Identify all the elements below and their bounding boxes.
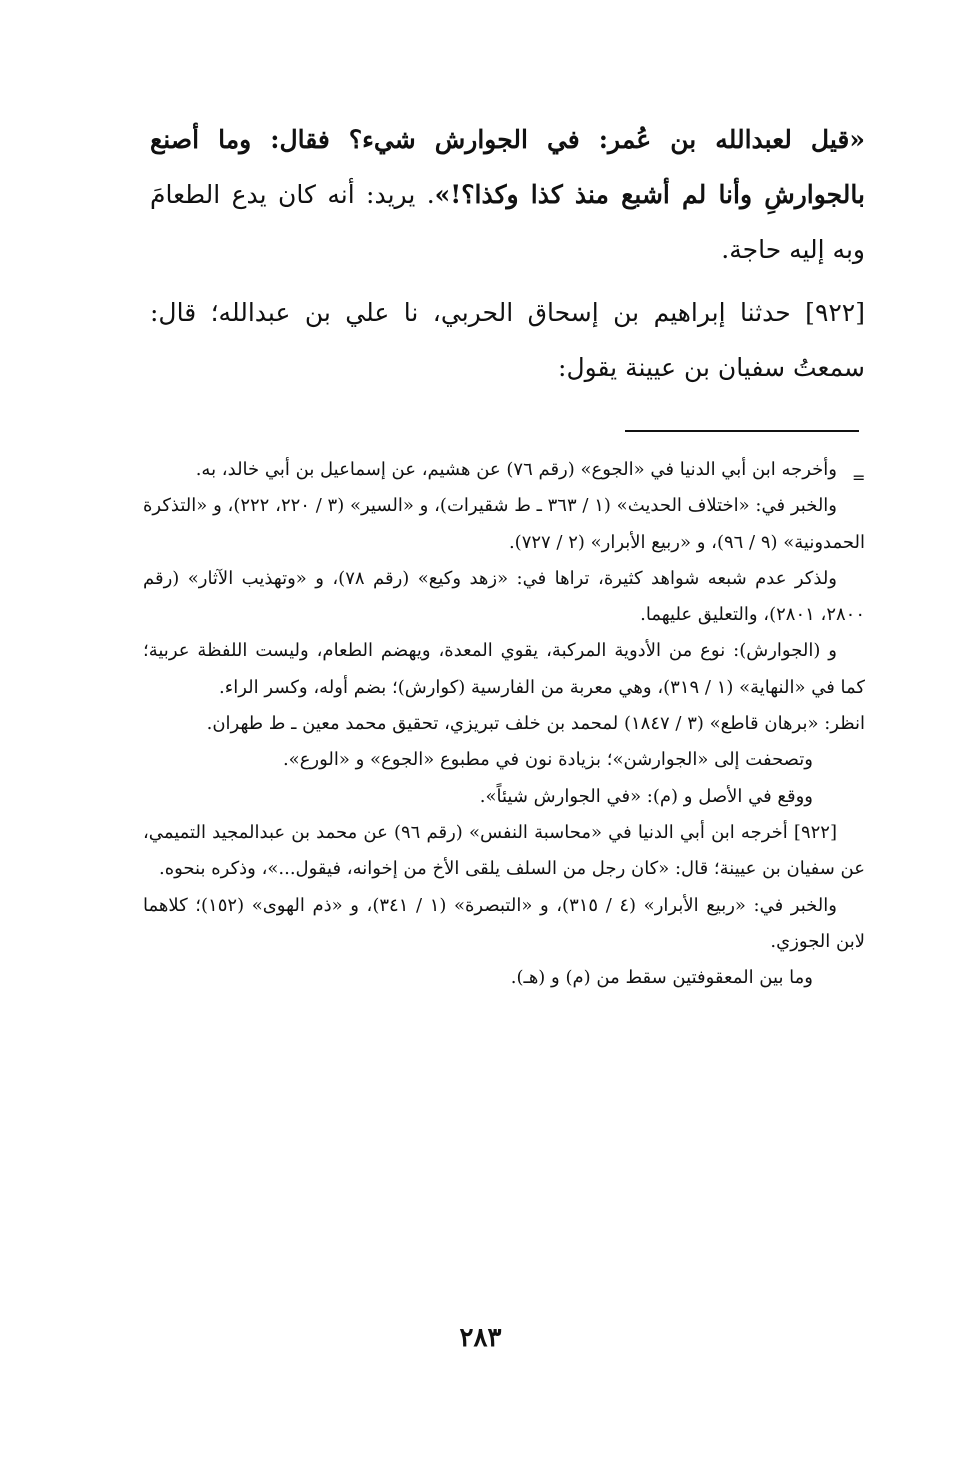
footnote-7: ووقع في الأصل و (م): «في الجوارش شيئاً». (479, 785, 813, 807)
footnote-separator (625, 430, 859, 432)
page-number: ٢٨٣ (459, 1323, 502, 1353)
footnote-4: و (الجوارش): نوع من الأدوية المركبة، يقوي المعدة، ويهضم الطعام، وليست اللفظة عربية؛ كما في «النهاية» (١ / ٣١٩)، وهي معربة من الفارسية (كوارش)؛ بضم أوله، وكسر الراء. (143, 640, 865, 698)
footnote-2: والخبر في: «اختلاف الحديث» (١ / ٣٦٣ ـ ط شقيرات)، و «السير» (٣ / ٢٢٠، ٢٢٢)، و «التذكرة الحمدونية» (٩ / ٩٦)، و «ربيع الأبرار» (٢ / ٧٢٧). (143, 495, 865, 553)
footnotes (143, 452, 865, 996)
footnote-3: ولذكر عدم شبعه شواهد كثيرة، تراها في: «زهد وكيع» (رقم ٧٨)، و «وتهذيب الآثار» (رقم ٢٨٠٠، ٢٨٠١)، والتعليق عليهما. (143, 567, 865, 626)
footnote-10: وما بين المعقوفتين سقط من (م) و (هـ). (510, 967, 813, 989)
footnote-5: انظر: «برهان قاطع» (٣ / ١٨٤٧) لمحمد بن خلف تبريزي، تحقيق محمد معين ـ ط طهران. (206, 713, 865, 735)
footnote-1: وأخرجه ابن أبي الدنيا في «الجوع» (رقم ٧٦) عن هشيم، عن إسماعيل بن أبي خالد، به. (195, 459, 837, 480)
footnote-continuation-mark: = (852, 468, 866, 487)
footnote-6: وتصحفت إلى «الجوارشن»؛ بزيادة نون في مطبوع «الجوع» و «الورع». (282, 749, 813, 771)
main-paragraph-1 (150, 112, 865, 277)
main-paragraph-2: [٩٢٢] حدثنا إبراهيم بن إسحاق الحربي، نا علي بن عبدالله؛ قال: سمعتُ سفيان بن عيينة يقول: (150, 298, 865, 382)
footnote-9: والخبر في: «ربيع الأبرار» (٤ / ٣١٥)، و «التبصرة» (١ / ٣٤١)، و «ذم الهوى» (١٥٢)؛ كلاهما لابن الجوزي. (143, 894, 865, 952)
footnote-8: [٩٢٢] أخرجه ابن أبي الدنيا في «محاسبة النفس» (رقم ٩٦) عن محمد بن عبدالمجيد التميمي، عن سفيان بن عيينة؛ قال: «كان رجل من السلف يلقى الأخ من إخوانه، فيقول...»، وذكره بنحوه. (143, 821, 865, 880)
main-text (150, 112, 865, 395)
quote-explanation: . يريد: أنه كان يدع الطعامَ وبه إليه حاجة. (150, 180, 865, 264)
quote-text: «قيل لعبدالله بن عُمر: في الجوارش شيء؟ فقال: وما أصنع بالجوارشِ وأنا لم أشبع منذ كذا وكذا؟!» (150, 125, 865, 209)
